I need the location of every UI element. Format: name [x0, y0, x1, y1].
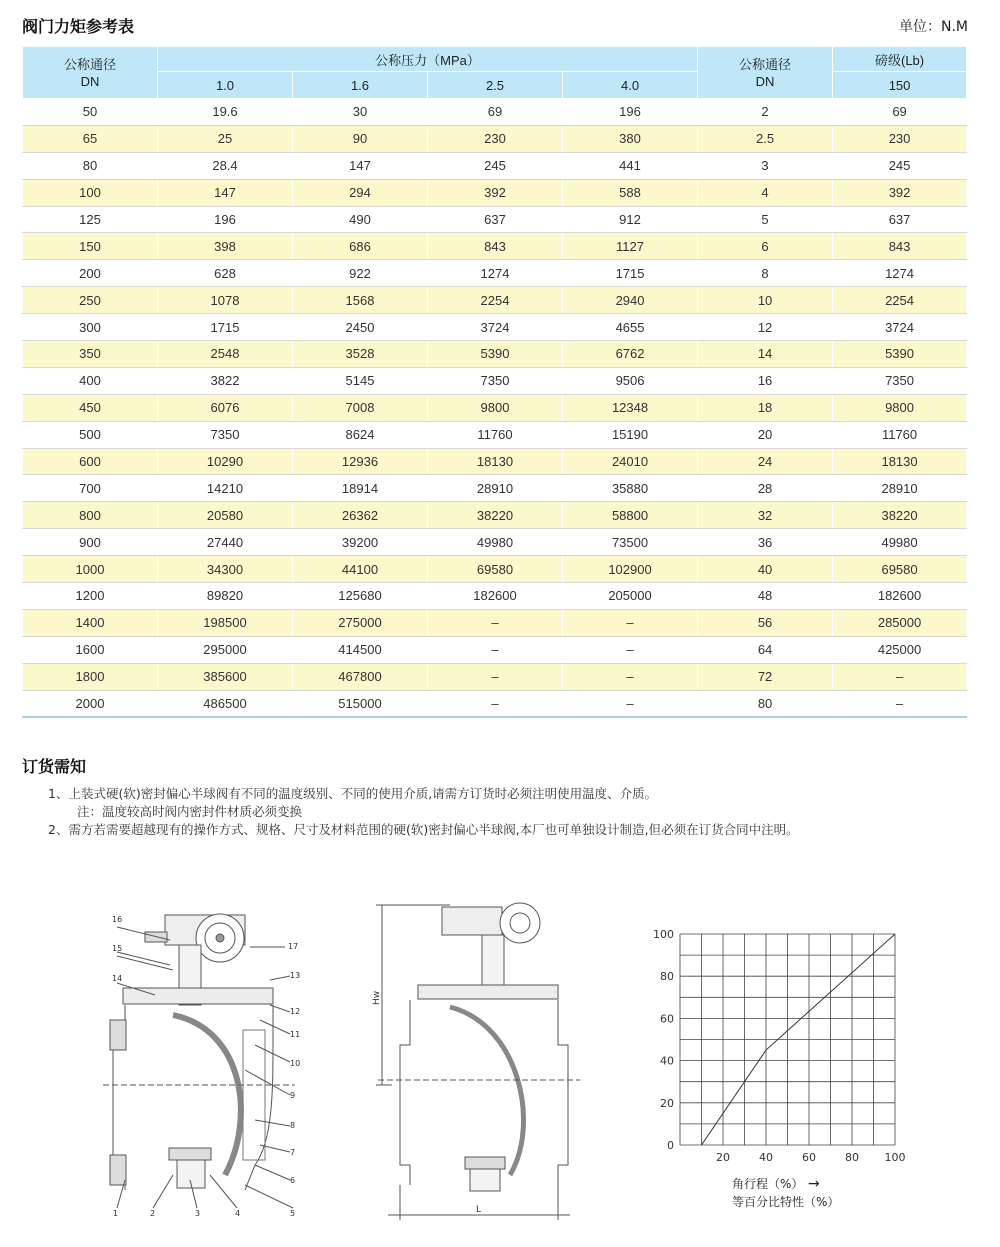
table-row	[23, 287, 967, 314]
header-lb: 磅级(Lb)	[833, 47, 967, 72]
table-row	[23, 583, 967, 610]
table-cell: 628	[158, 260, 293, 287]
valve-section-drawing	[95, 890, 325, 1220]
table-cell: 300	[23, 314, 158, 341]
table-row	[23, 663, 967, 690]
table-row	[23, 502, 967, 529]
table-cell: 450	[23, 394, 158, 421]
table-cell: 686	[293, 233, 428, 260]
table-cell: 1715	[158, 314, 293, 341]
table-cell: 19.6	[158, 99, 293, 126]
table-cell: 30	[293, 99, 428, 126]
x-tick-label: 60	[802, 1151, 816, 1164]
table-cell: 7350	[158, 421, 293, 448]
y-tick-label: 60	[660, 1012, 674, 1026]
table-cell: 2	[698, 99, 833, 126]
table-cell: 182600	[428, 583, 563, 610]
table-row	[23, 179, 967, 206]
table-cell: 414500	[293, 636, 428, 663]
table-cell: 20	[698, 421, 833, 448]
table-cell: 49980	[428, 529, 563, 556]
table-cell: 8624	[293, 421, 428, 448]
table-cell: 80	[23, 152, 158, 179]
table-cell: 12348	[563, 394, 698, 421]
table-cell: 3724	[833, 314, 967, 341]
table-cell: 295000	[158, 636, 293, 663]
unit-label: 单位：N.M	[898, 19, 968, 35]
table-cell: –	[833, 663, 967, 690]
table-row	[23, 260, 967, 287]
table-cell: –	[563, 609, 698, 636]
table-cell: 12	[698, 314, 833, 341]
table-cell: 6076	[158, 394, 293, 421]
table-row	[23, 233, 967, 260]
table-cell: 350	[23, 341, 158, 368]
part-number: 13	[290, 971, 301, 980]
table-cell: 40	[698, 556, 833, 583]
table-cell: 28910	[833, 475, 967, 502]
table-cell: 2940	[563, 287, 698, 314]
table-cell: 637	[833, 206, 967, 233]
header-pressure-value: 1.6	[293, 72, 428, 99]
table-cell: 9800	[428, 394, 563, 421]
x-tick-label: 40	[759, 1151, 773, 1164]
y-tick-label: 20	[660, 1096, 674, 1110]
table-cell: 9800	[833, 394, 967, 421]
table-cell: –	[428, 636, 563, 663]
table-cell: 4655	[563, 314, 698, 341]
table-cell: 10	[698, 287, 833, 314]
table-cell: 3724	[428, 314, 563, 341]
order-note-1: 1、上装式硬(软)密封偏心半球阀有不同的温度级别、不同的使用介质,请需方订货时必须注明使用温度、介质。	[48, 786, 658, 801]
x-tick-label: 100	[884, 1151, 906, 1164]
x-tick-label: 20	[716, 1151, 730, 1164]
table-cell: 32	[698, 502, 833, 529]
table-cell: 425000	[833, 636, 967, 663]
table-cell: 100	[23, 179, 158, 206]
part-number: 11	[290, 1030, 301, 1039]
header-dn-2: 公称通径 DN	[698, 47, 833, 99]
table-row	[23, 421, 967, 448]
table-cell: 24	[698, 448, 833, 475]
y-tick-label: 80	[660, 970, 674, 984]
table-cell: 912	[563, 206, 698, 233]
table-cell: 9506	[563, 367, 698, 394]
table-cell: 1600	[23, 636, 158, 663]
table-cell: 18130	[428, 448, 563, 475]
part-number: 17	[288, 942, 299, 951]
table-row	[23, 125, 967, 152]
table-cell: 1127	[563, 233, 698, 260]
table-cell: 441	[563, 152, 698, 179]
table-cell: 392	[428, 179, 563, 206]
table-cell: 50	[23, 99, 158, 126]
table-cell: 35880	[563, 475, 698, 502]
table-cell: 18	[698, 394, 833, 421]
flow-characteristic-chart	[640, 922, 910, 1212]
table-cell: 196	[563, 99, 698, 126]
y-tick-label: 40	[660, 1054, 674, 1068]
table-cell: 1200	[23, 583, 158, 610]
order-note-remark: 注：温度较高时阀内密封件材质必须变换	[77, 804, 303, 819]
part-number: 9	[290, 1091, 296, 1100]
table-cell: 90	[293, 125, 428, 152]
table-cell: 102900	[563, 556, 698, 583]
part-number: 15	[112, 944, 123, 953]
table-cell: 73500	[563, 529, 698, 556]
table-cell: 24010	[563, 448, 698, 475]
header-dn: 公称通径 DN	[23, 47, 158, 99]
table-cell: 25	[158, 125, 293, 152]
table-row	[23, 475, 967, 502]
table-cell: –	[563, 690, 698, 717]
table-cell: 11760	[833, 421, 967, 448]
table-cell: 6762	[563, 341, 698, 368]
table-cell: 900	[23, 529, 158, 556]
table-cell: 486500	[158, 690, 293, 717]
table-cell: 2000	[23, 690, 158, 717]
chart-x-label: 角行程（%）	[732, 1177, 804, 1191]
table-cell: 14210	[158, 475, 293, 502]
table-row	[23, 99, 967, 126]
page-title: 阀门力矩参考表	[22, 17, 135, 36]
table-cell: 196	[158, 206, 293, 233]
table-row	[23, 529, 967, 556]
part-number: 8	[290, 1121, 296, 1130]
table-cell: –	[563, 636, 698, 663]
y-tick-label: 0	[667, 1139, 674, 1152]
table-cell: 15190	[563, 421, 698, 448]
table-cell: 1078	[158, 287, 293, 314]
table-cell: 200	[23, 260, 158, 287]
table-cell: 1800	[23, 663, 158, 690]
table-cell: 275000	[293, 609, 428, 636]
table-cell: 2.5	[698, 125, 833, 152]
table-cell: 3822	[158, 367, 293, 394]
table-row	[23, 367, 967, 394]
table-row	[23, 394, 967, 421]
table-cell: 26362	[293, 502, 428, 529]
part-number: 7	[290, 1148, 296, 1157]
table-cell: 48	[698, 583, 833, 610]
part-number: 5	[290, 1209, 296, 1218]
table-cell: 80	[698, 690, 833, 717]
table-cell: 28	[698, 475, 833, 502]
table-cell: 18914	[293, 475, 428, 502]
table-cell: –	[428, 609, 563, 636]
chart-x-ticks	[716, 1151, 906, 1164]
table-cell: 2254	[833, 287, 967, 314]
table-cell: 3528	[293, 341, 428, 368]
table-cell: –	[428, 690, 563, 717]
table-cell: 467800	[293, 663, 428, 690]
part-number: 4	[235, 1209, 241, 1218]
table-cell: 20580	[158, 502, 293, 529]
part-number: 12	[290, 1007, 301, 1016]
x-tick-label: 80	[845, 1151, 859, 1164]
table-cell: 182600	[833, 583, 967, 610]
header-pressure: 公称压力（MPa）	[158, 47, 698, 72]
table-cell: 11760	[428, 421, 563, 448]
table-row	[23, 636, 967, 663]
table-cell: 4	[698, 179, 833, 206]
table-cell: 700	[23, 475, 158, 502]
table-cell: 49980	[833, 529, 967, 556]
table-cell: 198500	[158, 609, 293, 636]
chart-y-label: 等百分比特性（%）	[732, 1195, 840, 1209]
table-cell: 385600	[158, 663, 293, 690]
table-cell: 245	[833, 152, 967, 179]
part-number: 14	[112, 974, 123, 983]
part-number: 2	[150, 1209, 156, 1218]
table-cell: 27440	[158, 529, 293, 556]
y-tick-label: 100	[653, 928, 674, 941]
table-cell: 18130	[833, 448, 967, 475]
table-row	[23, 206, 967, 233]
table-cell: 5145	[293, 367, 428, 394]
table-cell: 2254	[428, 287, 563, 314]
chart-y-ticks	[653, 928, 674, 1152]
table-cell: 64	[698, 636, 833, 663]
table-cell: 250	[23, 287, 158, 314]
order-note-2: 2、需方若需要超越现有的操作方式、规格、尺寸及材料范围的硬(软)密封偏心半球阀,本厂也可单独设计制造,但必须在订货合同中注明。	[48, 822, 799, 837]
table-cell: 12936	[293, 448, 428, 475]
table-cell: 230	[428, 125, 563, 152]
part-number: 3	[195, 1209, 201, 1218]
table-cell: 515000	[293, 690, 428, 717]
table-cell: –	[428, 663, 563, 690]
table-cell: 7008	[293, 394, 428, 421]
part-number: 16	[112, 915, 123, 924]
table-cell: 1274	[833, 260, 967, 287]
table-cell: 58800	[563, 502, 698, 529]
table-cell: 69580	[833, 556, 967, 583]
table-cell: 2548	[158, 341, 293, 368]
header-lb-value: 150	[833, 72, 967, 99]
header-pressure-value: 4.0	[563, 72, 698, 99]
part-number: 10	[290, 1059, 301, 1068]
table-cell: 65	[23, 125, 158, 152]
table-row	[23, 690, 967, 717]
table-cell: 922	[293, 260, 428, 287]
table-cell: 147	[293, 152, 428, 179]
table-cell: 10290	[158, 448, 293, 475]
table-cell: 392	[833, 179, 967, 206]
table-cell: 56	[698, 609, 833, 636]
chart-x-arrow: →	[808, 1176, 820, 1192]
table-cell: 44100	[293, 556, 428, 583]
table-cell: 294	[293, 179, 428, 206]
table-row	[23, 609, 967, 636]
table-cell: 1568	[293, 287, 428, 314]
table-cell: 28910	[428, 475, 563, 502]
table-cell: 500	[23, 421, 158, 448]
table-cell: 69580	[428, 556, 563, 583]
part-number: 6	[290, 1176, 296, 1185]
table-cell: 16	[698, 367, 833, 394]
table-body	[23, 99, 967, 718]
table-cell: 1000	[23, 556, 158, 583]
table-cell: 125680	[293, 583, 428, 610]
table-row	[23, 556, 967, 583]
table-cell: 36	[698, 529, 833, 556]
table-cell: 1715	[563, 260, 698, 287]
height-dimension-label: Hw	[372, 990, 382, 1005]
table-row	[23, 314, 967, 341]
table-cell: 69	[428, 99, 563, 126]
table-cell: 205000	[563, 583, 698, 610]
table-cell: 6	[698, 233, 833, 260]
table-cell: 843	[833, 233, 967, 260]
table-cell: 69	[833, 99, 967, 126]
table-cell: 5390	[833, 341, 967, 368]
order-notes-title: 订货需知	[22, 757, 87, 776]
torque-table	[22, 46, 967, 718]
table-cell: 490	[293, 206, 428, 233]
table-row	[23, 448, 967, 475]
table-cell: 72	[698, 663, 833, 690]
table-cell: 7350	[428, 367, 563, 394]
table-cell: 125	[23, 206, 158, 233]
table-cell: 800	[23, 502, 158, 529]
part-number: 1	[113, 1209, 119, 1218]
header-pressure-value: 2.5	[428, 72, 563, 99]
chart-grid	[680, 934, 895, 1145]
table-cell: 38220	[833, 502, 967, 529]
table-cell: 14	[698, 341, 833, 368]
table-cell: 588	[563, 179, 698, 206]
table-cell: 380	[563, 125, 698, 152]
table-cell: 2450	[293, 314, 428, 341]
table-cell: 39200	[293, 529, 428, 556]
table-cell: 150	[23, 233, 158, 260]
table-row	[23, 152, 967, 179]
table-cell: 230	[833, 125, 967, 152]
table-cell: 398	[158, 233, 293, 260]
table-cell: 28.4	[158, 152, 293, 179]
table-cell: 285000	[833, 609, 967, 636]
table-cell: –	[833, 690, 967, 717]
table-cell: 245	[428, 152, 563, 179]
table-row	[23, 341, 967, 368]
table-cell: –	[563, 663, 698, 690]
table-cell: 38220	[428, 502, 563, 529]
table-cell: 34300	[158, 556, 293, 583]
table-cell: 3	[698, 152, 833, 179]
length-dimension-label: L	[476, 1205, 482, 1215]
table-cell: 147	[158, 179, 293, 206]
table-cell: 7350	[833, 367, 967, 394]
table-cell: 400	[23, 367, 158, 394]
table-cell: 600	[23, 448, 158, 475]
table-cell: 5	[698, 206, 833, 233]
table-cell: 1274	[428, 260, 563, 287]
header-pressure-value: 1.0	[158, 72, 293, 99]
table-cell: 89820	[158, 583, 293, 610]
table-cell: 8	[698, 260, 833, 287]
table-cell: 637	[428, 206, 563, 233]
table-cell: 5390	[428, 341, 563, 368]
valve-outline-drawing	[370, 895, 585, 1225]
table-cell: 843	[428, 233, 563, 260]
table-cell: 1400	[23, 609, 158, 636]
